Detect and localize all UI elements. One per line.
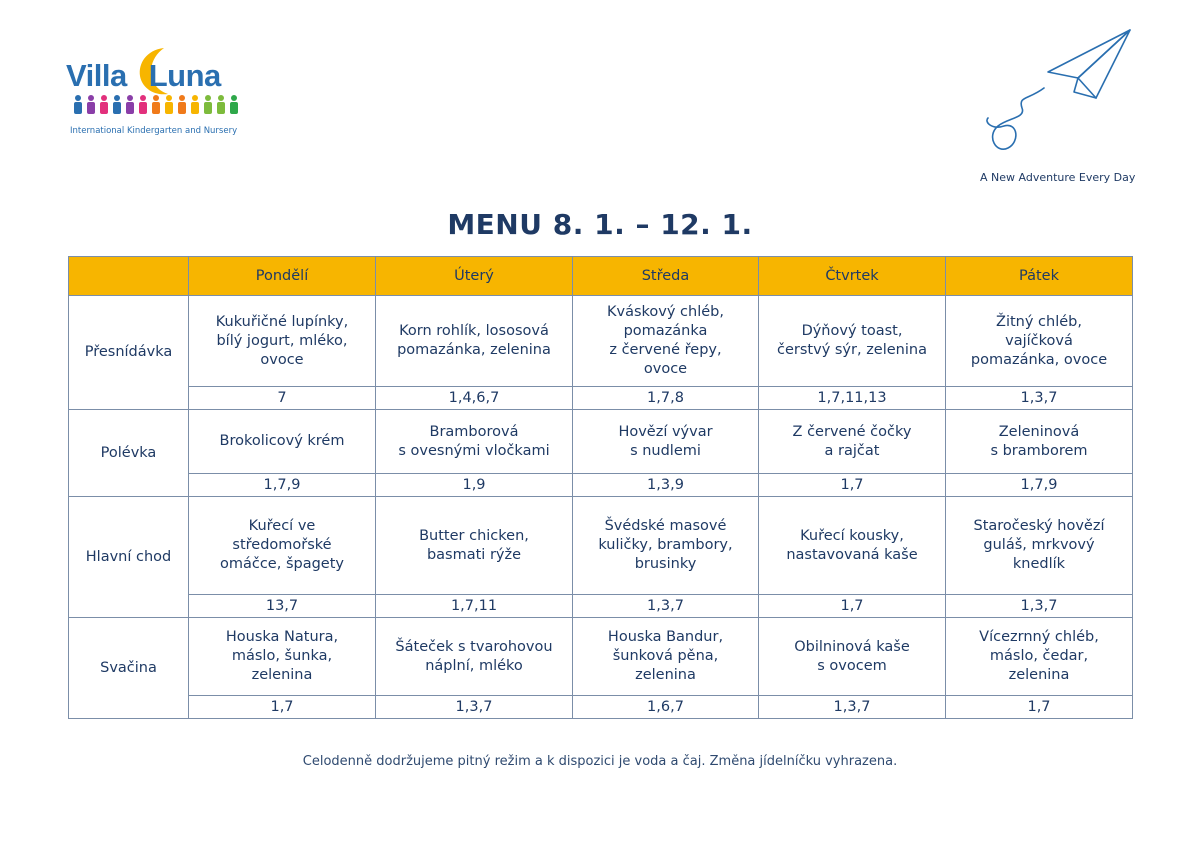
allergen-cell: 13,7 bbox=[189, 595, 376, 618]
allergen-cell: 1,3,7 bbox=[376, 696, 573, 719]
allergen-cell: 1,3,7 bbox=[573, 595, 759, 618]
meal-row-allergens bbox=[69, 595, 1133, 618]
tagline: A New Adventure Every Day bbox=[980, 171, 1136, 184]
allergen-cell: 1,3,7 bbox=[946, 595, 1133, 618]
meal-row-allergens bbox=[69, 696, 1133, 719]
dish-cell: Švédské masové kuličky, brambory, brusinky bbox=[573, 497, 759, 595]
day-header: Čtvrtek bbox=[759, 257, 946, 296]
meal-row-dishes bbox=[69, 410, 1133, 474]
allergen-cell: 1,9 bbox=[376, 474, 573, 497]
allergen-cell: 1,3,7 bbox=[759, 696, 946, 719]
allergen-cell: 1,4,6,7 bbox=[376, 387, 573, 410]
meal-label: Přesnídávka bbox=[69, 296, 189, 410]
logo-subtitle: International Kindergarten and Nursery bbox=[70, 126, 238, 136]
dish-cell: Hovězí vývar s nudlemi bbox=[573, 410, 759, 474]
allergen-cell: 1,3,7 bbox=[946, 387, 1133, 410]
dish-cell: Vícezrnný chléb, máslo, čedar, zelenina bbox=[946, 618, 1133, 696]
dish-cell: Houska Bandur, šunková pěna, zelenina bbox=[573, 618, 759, 696]
dish-cell: Kukuřičné lupínky, bílý jogurt, mléko, ovoce bbox=[189, 296, 376, 387]
dish-cell: Butter chicken, basmati rýže bbox=[376, 497, 573, 595]
dish-cell: Houska Natura, máslo, šunka, zelenina bbox=[189, 618, 376, 696]
dish-cell: Kváskový chléb, pomazánka z červené řepy, ovoce bbox=[573, 296, 759, 387]
day-header: Středa bbox=[573, 257, 759, 296]
meal-row-dishes bbox=[69, 618, 1133, 696]
villa-luna-logo bbox=[66, 44, 246, 144]
dish-cell: Bramborová s ovesnými vločkami bbox=[376, 410, 573, 474]
meal-row-allergens bbox=[69, 474, 1133, 497]
dish-cell: Šáteček s tvarohovou náplní, mléko bbox=[376, 618, 573, 696]
children-figures-icon bbox=[72, 94, 240, 116]
day-header: Úterý bbox=[376, 257, 573, 296]
allergen-cell: 1,7 bbox=[946, 696, 1133, 719]
dish-cell: Žitný chléb, vajíčková pomazánka, ovoce bbox=[946, 296, 1133, 387]
dish-cell: Z červené čočky a rajčat bbox=[759, 410, 946, 474]
day-header: Pátek bbox=[946, 257, 1133, 296]
allergen-cell: 1,7,9 bbox=[189, 474, 376, 497]
menu-title: MENU 8. 1. – 12. 1. bbox=[447, 208, 753, 241]
allergen-cell: 1,7 bbox=[189, 696, 376, 719]
meal-label: Hlavní chod bbox=[69, 497, 189, 618]
allergen-cell: 1,7 bbox=[759, 595, 946, 618]
meal-row-dishes bbox=[69, 497, 1133, 595]
allergen-cell: 1,7,11 bbox=[376, 595, 573, 618]
logo-wordmark: Villa Luna bbox=[66, 58, 221, 93]
header-corner bbox=[69, 257, 189, 296]
day-header: Pondělí bbox=[189, 257, 376, 296]
allergen-cell: 1,7,11,13 bbox=[759, 387, 946, 410]
dish-cell: Obilninová kaše s ovocem bbox=[759, 618, 946, 696]
paper-plane-icon bbox=[978, 26, 1138, 161]
footer-note: Celodenně dodržujeme pitný režim a k dispozici je voda a čaj. Změna jídelníčku vyhrazena. bbox=[302, 754, 898, 769]
allergen-cell: 1,7 bbox=[759, 474, 946, 497]
dish-cell: Zeleninová s bramborem bbox=[946, 410, 1133, 474]
dish-cell: Brokolicový krém bbox=[189, 410, 376, 474]
menu-table bbox=[68, 256, 1133, 719]
dish-cell: Korn rohlík, lososová pomazánka, zelenina bbox=[376, 296, 573, 387]
dish-cell: Dýňový toast, čerstvý sýr, zelenina bbox=[759, 296, 946, 387]
allergen-cell: 1,3,9 bbox=[573, 474, 759, 497]
dish-cell: Kuřecí kousky, nastavovaná kaše bbox=[759, 497, 946, 595]
meal-label: Svačina bbox=[69, 618, 189, 719]
allergen-cell: 1,7,8 bbox=[573, 387, 759, 410]
meal-row-allergens bbox=[69, 387, 1133, 410]
allergen-cell: 1,7,9 bbox=[946, 474, 1133, 497]
dish-cell: Kuřecí ve středomořské omáčce, špagety bbox=[189, 497, 376, 595]
dish-cell: Staročeský hovězí guláš, mrkvový knedlík bbox=[946, 497, 1133, 595]
allergen-cell: 1,6,7 bbox=[573, 696, 759, 719]
header-row bbox=[69, 257, 1133, 296]
allergen-cell: 7 bbox=[189, 387, 376, 410]
meal-row-dishes bbox=[69, 296, 1133, 387]
meal-label: Polévka bbox=[69, 410, 189, 497]
